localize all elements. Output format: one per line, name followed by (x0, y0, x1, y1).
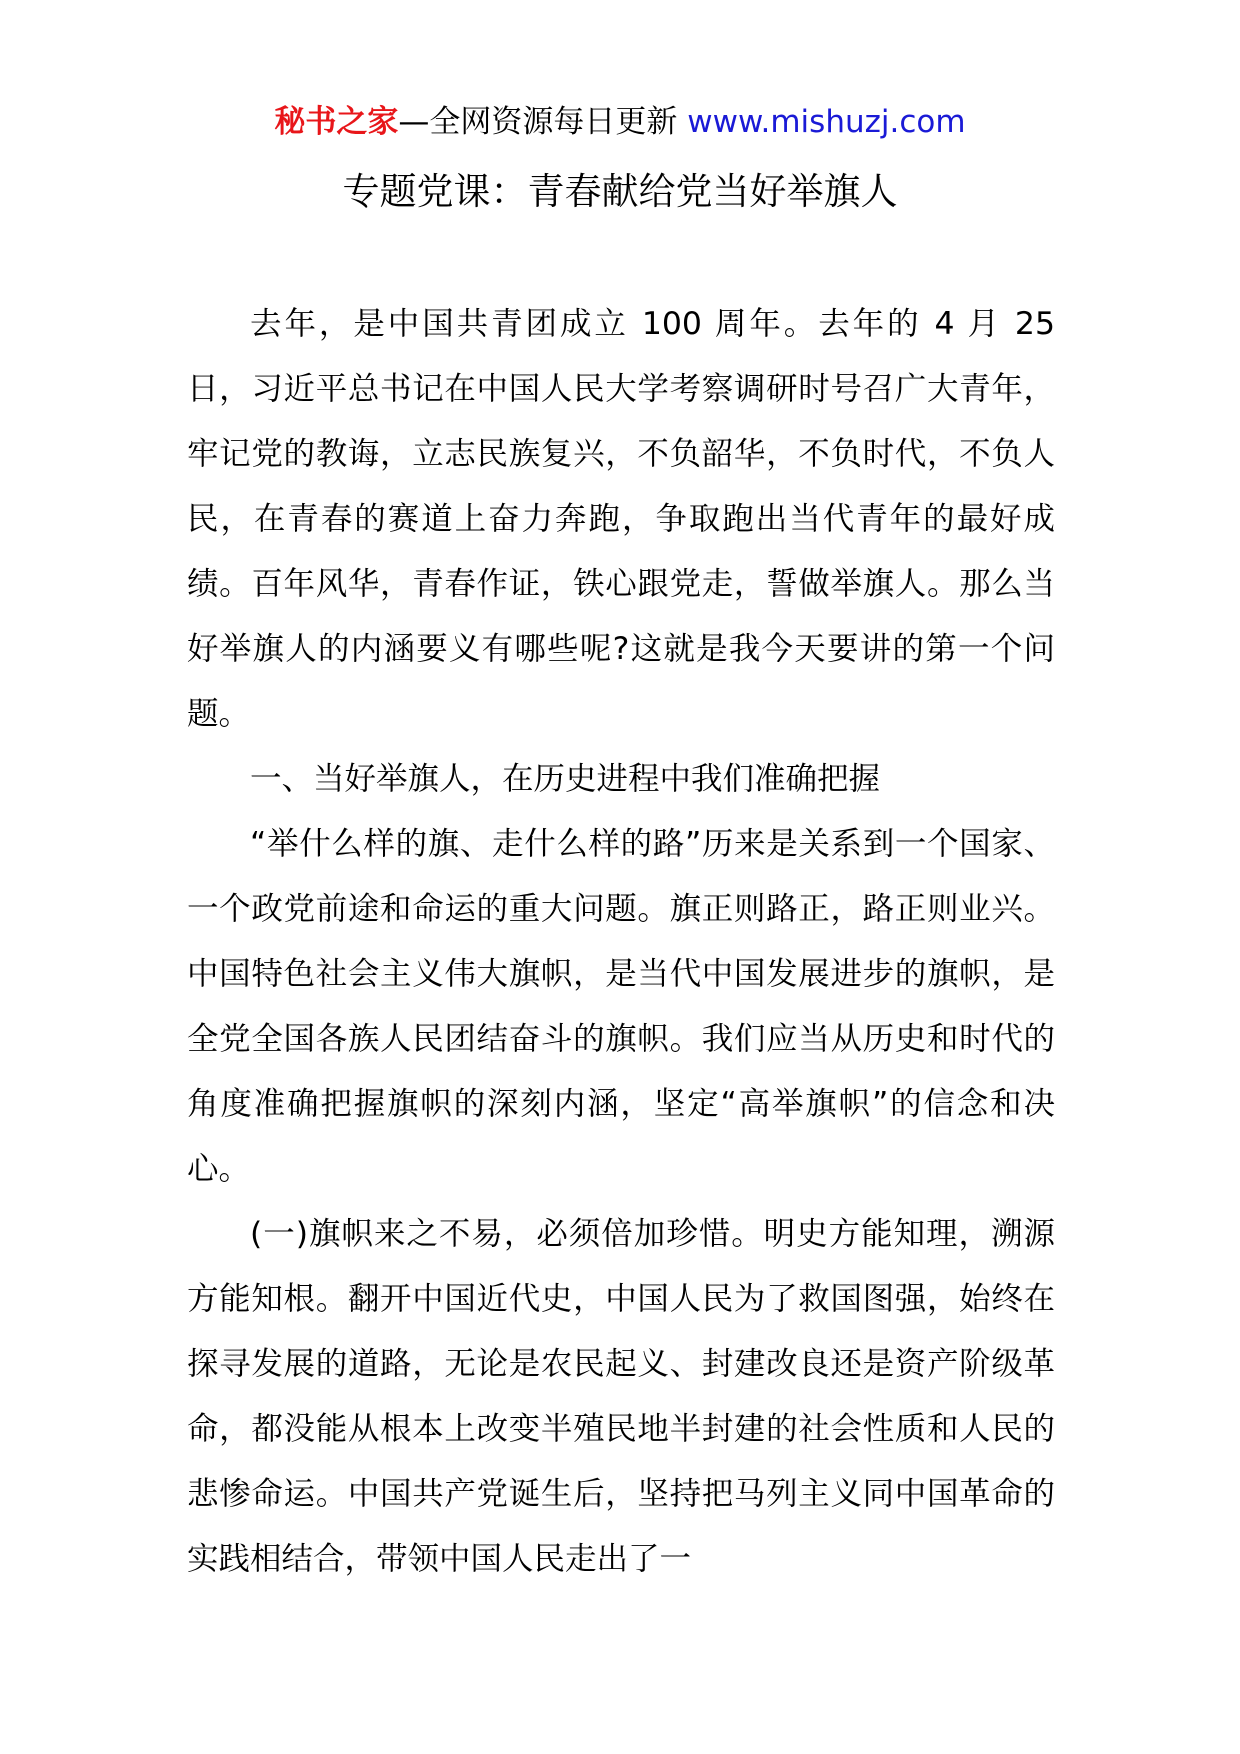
header-tagline: —全网资源每日更新 (398, 104, 688, 140)
body-paragraph: (一)旗帜来之不易，必须倍加珍惜。明史方能知理，溯源方能知根。翻开中国近代史，中国人民为了救国图强，始终在探寻发展的道路，无论是农民起义、封建改良还是资产阶级革命，都没能从根本上改变半殖民地半封建的社会性质和人民的悲惨命运。中国共产党诞生后，坚持把马列主义同中国革命的实践相结合，带领中国人民走出了一 (187, 1216, 1055, 1577)
section-heading: 一、当好举旗人，在历史进程中我们准确把握 (250, 761, 881, 797)
site-url: www.mishuzj.com (687, 104, 966, 140)
document-title: 专题党课：青春献给党当好举旗人 (342, 170, 898, 213)
body-paragraph: “举什么样的旗、走什么样的路”历来是关系到一个国家、一个政党前途和命运的重大问题。旗正则路正，路正则业兴。中国特色社会主义伟大旗帜，是当代中国发展进步的旗帜，是全党全国各族人民团结奋斗的旗帜。我们应当从历史和时代的角度准确把握旗帜的深刻内涵，坚定“高举旗帜”的信念和决心。 (187, 826, 1055, 1187)
brand-name: 秘书之家 (274, 104, 399, 140)
body-paragraph: 去年，是中国共青团成立 100 周年。去年的 4 月 25 日，习近平总书记在中国人民大学考察调研时号召广大青年，牢记党的教诲，立志民族复兴，不负韶华，不负时代，不负人民，在青春的赛道上奋力奔跑，争取跑出当代青年的最好成绩。百年风华，青春作证，铁心跟党走，誓做举旗人。那么当好举旗人的内涵要义有哪些呢?这就是我今天要讲的第一个问题。 (187, 306, 1055, 732)
page-header (0, 100, 1240, 144)
document-body (187, 292, 1055, 1592)
